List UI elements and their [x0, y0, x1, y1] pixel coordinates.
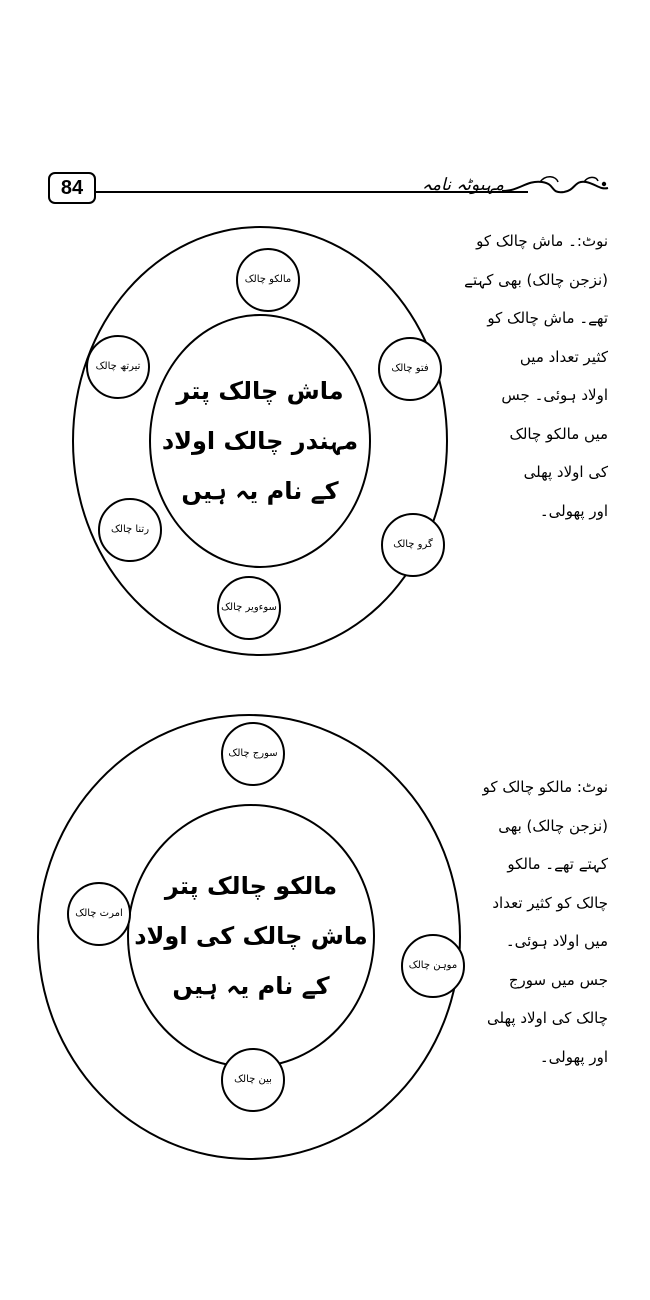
center-line: ماش چالک کی اولاد: [134, 922, 368, 950]
center-line: کے نام یہ ہیں: [181, 477, 339, 505]
diagram-2: [37, 714, 461, 1160]
note-line: کی اولاد پھلی: [523, 463, 608, 481]
name-bubble: سوءویر چالک: [217, 576, 281, 640]
note-line: اور پھولی۔: [539, 501, 608, 520]
name-bubble: بین چالک: [221, 1048, 285, 1112]
note-1: [464, 222, 608, 530]
center-text: [149, 314, 371, 568]
header-ornament-icon: [500, 170, 610, 200]
note-line: نوٹ: مالکو چالک کو: [482, 778, 608, 796]
note-line: کہتے تھے۔ مالکو: [507, 855, 608, 873]
center-line: کے نام یہ ہیں: [172, 972, 330, 1000]
note-line: اولاد ہوئی۔ جس: [501, 386, 608, 404]
name-bubble: رتنا چالک: [98, 498, 162, 562]
center-text: [127, 804, 375, 1068]
name-bubble: سورج چالک: [221, 722, 285, 786]
page-number: [48, 172, 96, 204]
diagram-1: [72, 226, 448, 656]
name-bubble: موہن چالک: [401, 934, 465, 998]
center-line: مہندر چالک اولاد: [161, 427, 359, 455]
note-2: [483, 768, 608, 1076]
note-line: کثیر تعداد میں: [519, 347, 608, 366]
name-bubble: تیرتھ چالک: [86, 335, 150, 399]
center-line: ماش چالک پتر: [176, 377, 344, 405]
name-bubble: امرت چالک: [67, 882, 131, 946]
note-line: جس میں سورج: [508, 970, 608, 989]
note-line: میں اولاد ہوئی۔: [505, 932, 608, 950]
book-title: مہبوٹہ نامہ: [421, 175, 505, 195]
note-line: (نزجن چالک) بھی: [498, 816, 608, 835]
center-line: مالکو چالک پتر: [164, 872, 338, 900]
note-line: چالک کی اولاد پھلی: [487, 1009, 608, 1027]
note-line: تھے۔ ماش چالک کو: [487, 309, 608, 327]
name-bubble: فتو چالک: [378, 337, 442, 401]
note-line: چالک کو کثیر تعداد: [492, 893, 608, 912]
note-line: اور پھولی۔: [539, 1047, 608, 1066]
name-bubble: مالکو چالک: [236, 248, 300, 312]
note-line: (نزجن چالک) بھی کہتے: [464, 270, 608, 289]
note-line: میں مالکو چالک: [509, 424, 608, 443]
page-number-text: 84: [60, 176, 84, 199]
name-bubble: گرو چالک: [381, 513, 445, 577]
note-line: نوٹ:۔ ماش چالک کو: [476, 232, 608, 250]
